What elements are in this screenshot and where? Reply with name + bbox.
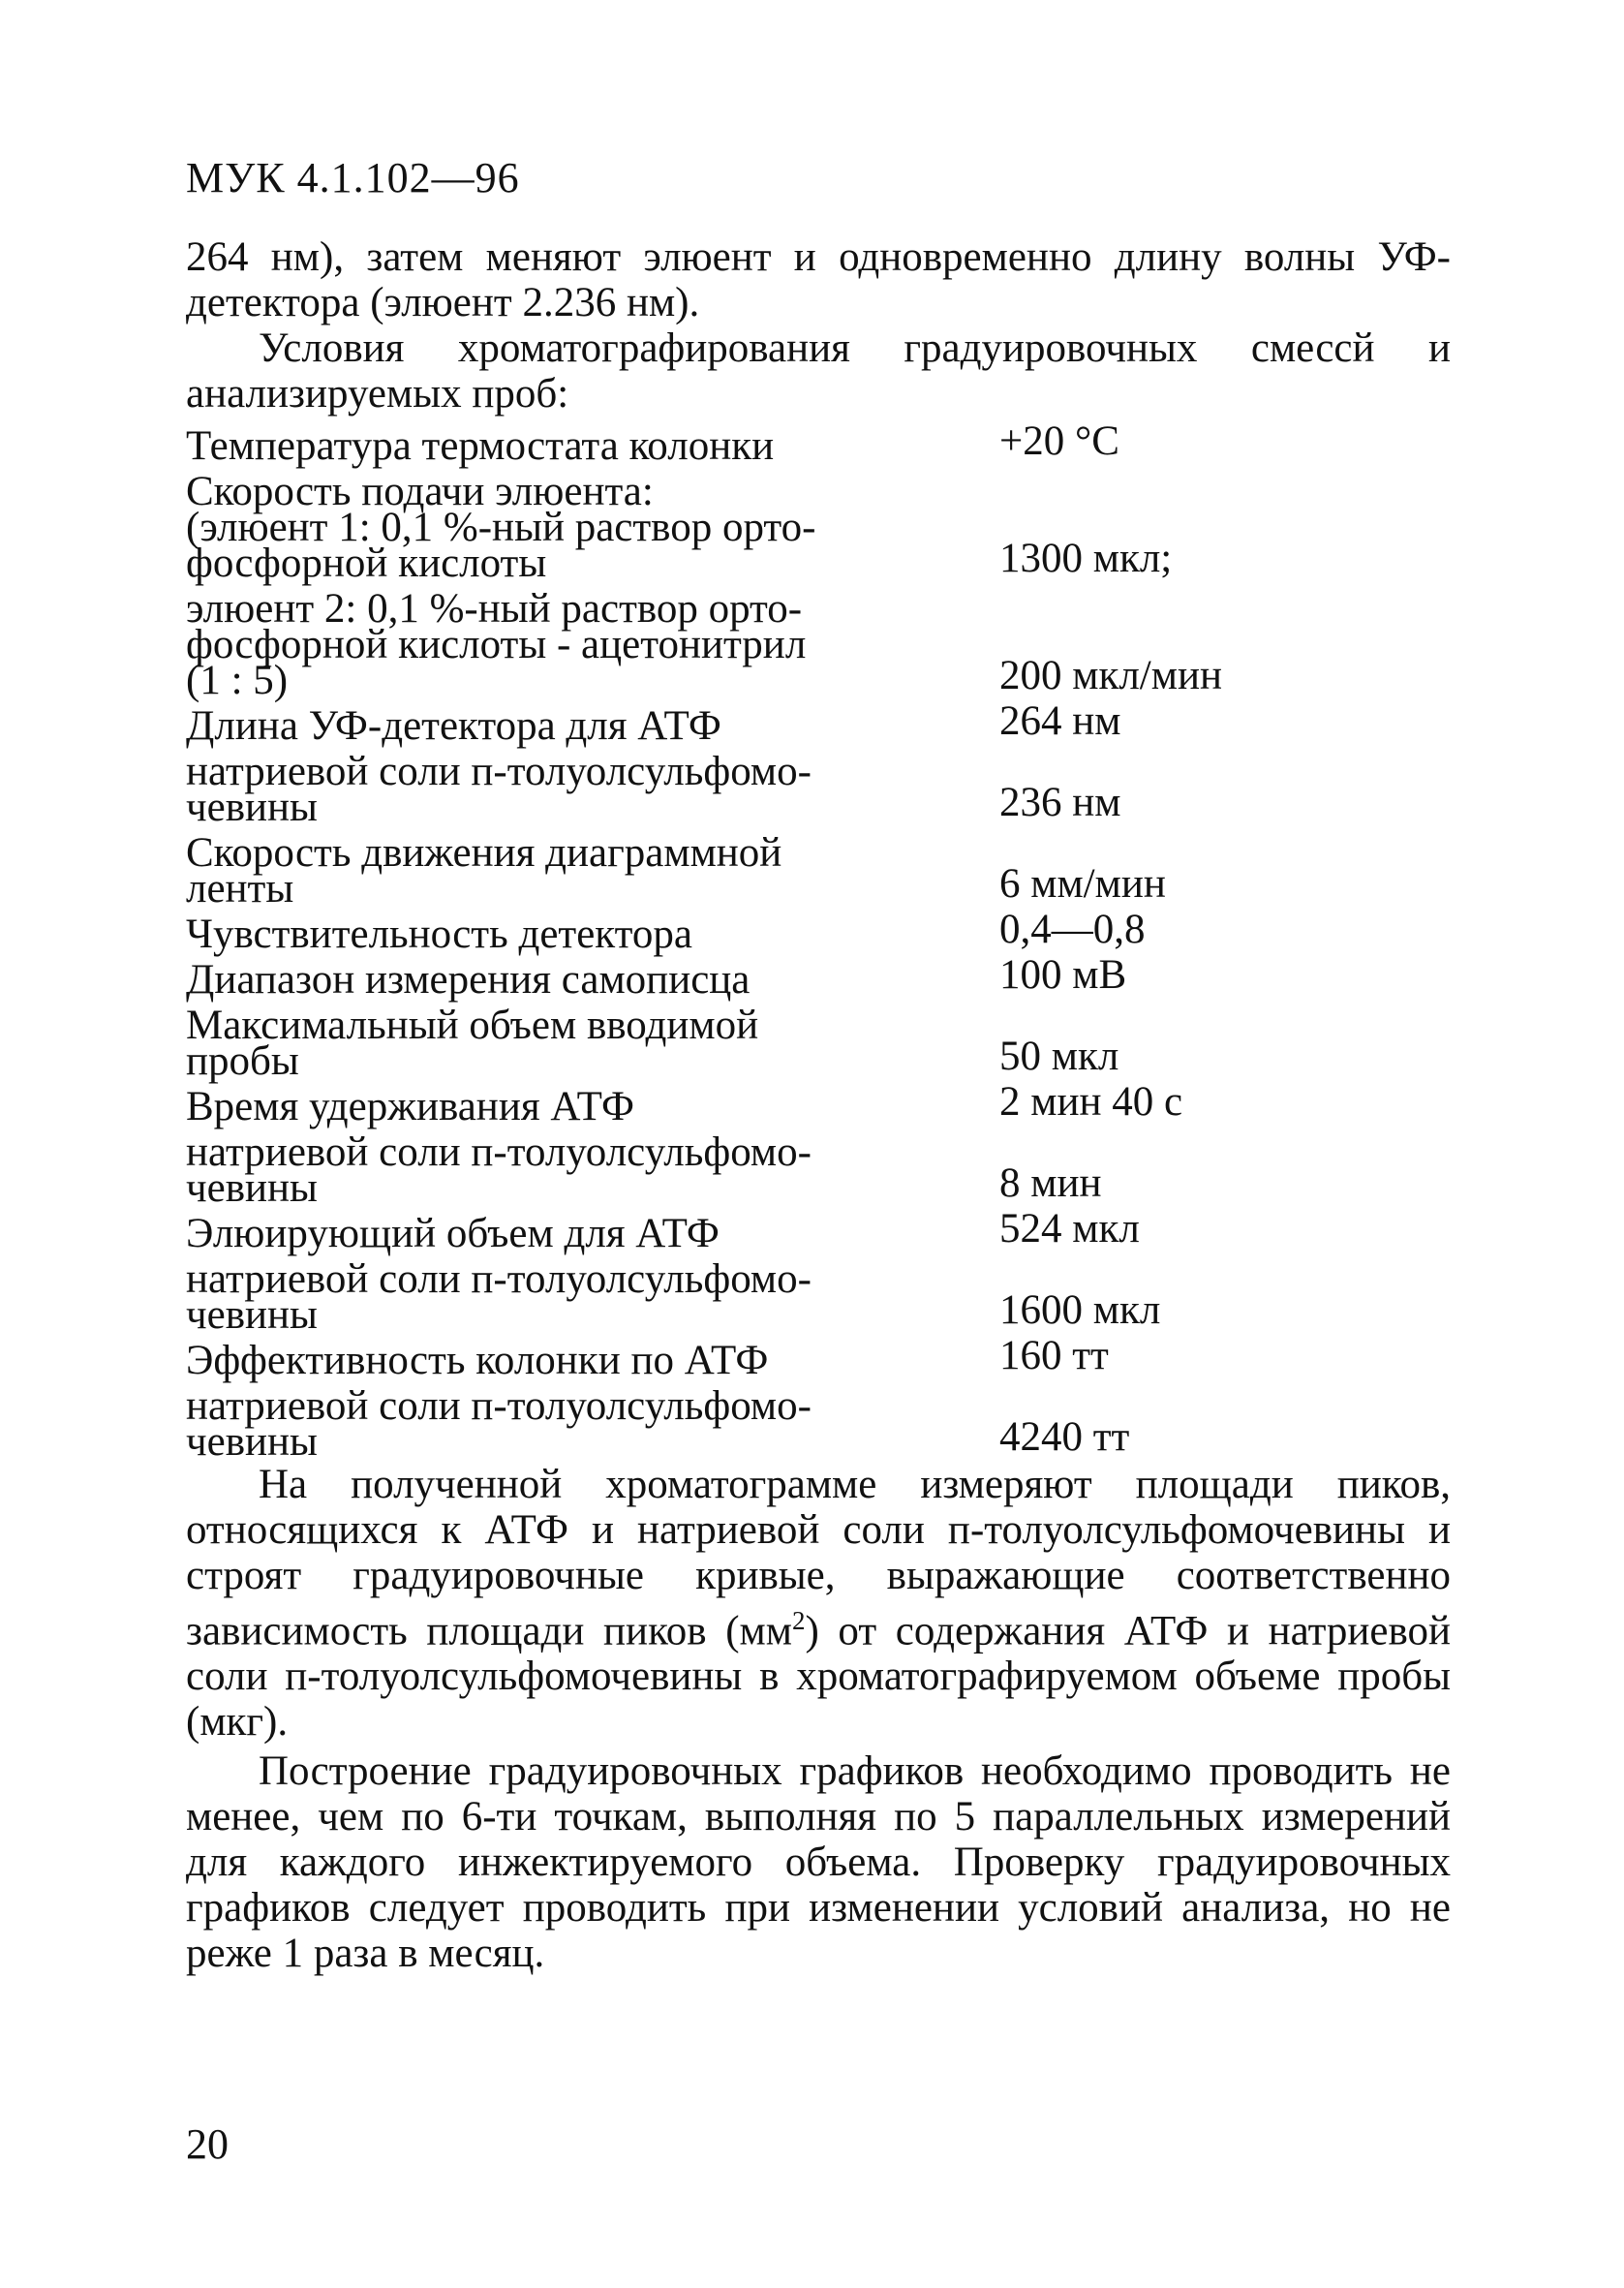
parameter-label: натриевой соли п-толуолсульфомо- чевины bbox=[186, 1383, 812, 1465]
parameter-row bbox=[186, 1333, 1451, 1378]
parameter-row bbox=[186, 1079, 1451, 1125]
parameter-label: Чувствительность детектора bbox=[186, 912, 692, 957]
intro-paragraph: 264 нм), затем меняют элюент и одновременно длину волны УФ-детектора (элюент 2.236 нм). bbox=[186, 234, 1451, 325]
parameter-row bbox=[186, 581, 1451, 698]
parameter-label: элюент 2: 0,1 %-ный раствор орто- фосфорной кислоты - ацетонитрил (1 : 5) bbox=[186, 586, 807, 703]
page-body bbox=[186, 234, 1451, 1976]
parameter-value: +20 °C bbox=[999, 418, 1119, 464]
parameter-label: Скорость движения диаграммной ленты bbox=[186, 830, 782, 912]
page-number: 20 bbox=[186, 2120, 229, 2168]
calibration-paragraph: Построение градуировочных графиков необходимо проводить не менее, чем по 6-ти точкам, выполняя по 5 параллельных измерений для каждого инжектируемого объема. Проверку градуировочных графиков следует проводить при изменении условий анализа, но не реже 1 раза в месяц. bbox=[186, 1748, 1451, 1977]
parameter-label: Диапазон измерения самописца bbox=[186, 957, 751, 1003]
parameter-label: Длина УФ-детектора для АТФ bbox=[186, 703, 721, 749]
parameter-row bbox=[186, 825, 1451, 907]
parameter-value: 160 тт bbox=[999, 1333, 1109, 1378]
parameter-label: Максимальный объем вводимой пробы bbox=[186, 1003, 759, 1084]
parameter-label: натриевой соли п-толуолсульфомо- чевины bbox=[186, 1129, 812, 1211]
parameter-value: 264 нм bbox=[999, 698, 1121, 744]
parameters-table bbox=[186, 418, 1451, 1465]
chromatogram-paragraph bbox=[186, 1462, 1451, 1745]
parameter-value: 100 мВ bbox=[999, 952, 1127, 998]
parameter-row bbox=[186, 998, 1451, 1079]
parameter-row bbox=[186, 1378, 1451, 1460]
parameter-label: Температура термостата колонки bbox=[186, 423, 775, 469]
parameter-row bbox=[186, 1125, 1451, 1206]
parameter-label: Время удерживания АТФ bbox=[186, 1084, 634, 1129]
parameter-row bbox=[186, 952, 1451, 998]
document-header: МУК 4.1.102—96 bbox=[186, 154, 520, 201]
conditions-intro: Условия хроматографирования градуировочных смессй и анализируемых проб: bbox=[186, 325, 1451, 417]
chromatogram-text-1: На полученной хроматограмме измеряют площади пиков, относящихся к АТФ и натриевой соли п-толуолсульфомочевины и строят градуировочные кривые, выражающие соответственно зависимость площади пиков (мм bbox=[186, 1462, 1451, 1654]
parameter-row bbox=[186, 1252, 1451, 1333]
area-unit-superscript: 2 bbox=[791, 1606, 806, 1635]
parameter-row bbox=[186, 1206, 1451, 1252]
parameter-label: натриевой соли п-толуолсульфомо- чевины bbox=[186, 1256, 812, 1338]
parameter-row bbox=[186, 907, 1451, 952]
parameter-value: 1600 мкл bbox=[999, 1287, 1161, 1333]
parameter-value: 2 мин 40 с bbox=[999, 1079, 1183, 1125]
parameter-row bbox=[186, 698, 1451, 744]
parameter-value: 1300 мкл; bbox=[999, 536, 1173, 581]
parameter-value: 236 нм bbox=[999, 780, 1121, 825]
parameter-value: 200 мкл/мин bbox=[999, 653, 1222, 698]
parameter-label: Элюирующий объем для АТФ bbox=[186, 1211, 720, 1256]
chromatogram-text-2: ) от содержания АТФ и натриевой соли п-толуолсульфомочевины в хроматографируемом объеме пробы (мкг). bbox=[186, 1608, 1451, 1746]
parameter-label: натриевой соли п-толуолсульфомо- чевины bbox=[186, 749, 812, 830]
parameter-value: 524 мкл bbox=[999, 1206, 1140, 1252]
parameter-value: 50 мкл bbox=[999, 1034, 1119, 1079]
parameters-list bbox=[186, 418, 1451, 1465]
parameter-row bbox=[186, 744, 1451, 825]
parameter-row bbox=[186, 464, 1451, 581]
parameter-label: Скорость подачи элюента: (элюент 1: 0,1 %-ный раствор орто- фосфорной кислоты bbox=[186, 469, 816, 586]
parameter-value: 6 мм/мин bbox=[999, 861, 1166, 907]
parameter-row bbox=[186, 418, 1451, 464]
parameter-label: Эффективность колонки по АТФ bbox=[186, 1338, 769, 1383]
parameter-value: 4240 тт bbox=[999, 1414, 1130, 1460]
parameter-value: 8 мин bbox=[999, 1160, 1102, 1206]
parameter-value: 0,4—0,8 bbox=[999, 907, 1146, 952]
